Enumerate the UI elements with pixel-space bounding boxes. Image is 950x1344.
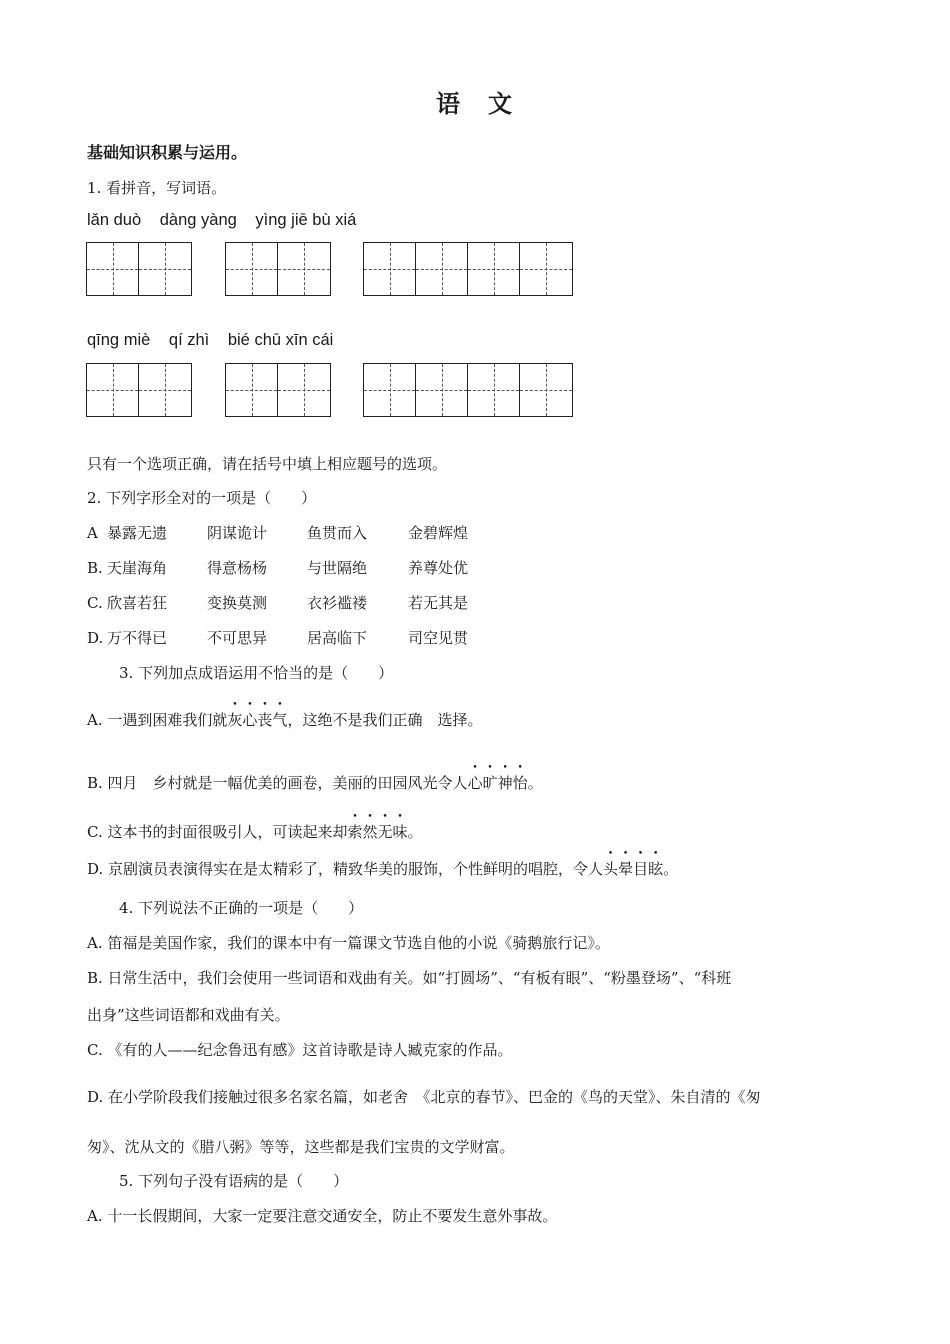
writing-grid[interactable]	[225, 363, 331, 417]
grid-cell[interactable]	[468, 364, 520, 416]
emphasis-char: 心	[242, 711, 258, 729]
writing-grid[interactable]	[225, 242, 331, 296]
q3-prompt: 3. 下列加点成语运用不恰当的是（ ）	[119, 664, 394, 682]
q3-option-c: C. 这本书的封面很吸引人，可读起来却索然无味。	[87, 823, 423, 841]
grid-cell[interactable]	[278, 243, 330, 295]
grid-cell[interactable]	[278, 364, 330, 416]
grid-cell[interactable]	[139, 364, 191, 416]
grid-cell[interactable]	[364, 364, 416, 416]
q4-option-d-line2: 匆》、沈从文的《腊八粥》等等，这些都是我们宝贵的文学财富。	[87, 1138, 515, 1156]
emphasis-char: 眩	[648, 860, 664, 878]
grid-cell[interactable]	[226, 243, 278, 295]
grid-cell[interactable]	[468, 243, 520, 295]
q2-option-c: C. 欣喜若狂 变换莫测 衣衫褴褛 若无其是	[87, 594, 469, 612]
dotted-idiom	[603, 860, 663, 878]
emphasis-char: 目	[633, 860, 649, 878]
pinyin-row-2	[87, 331, 347, 350]
q1-prompt: 1. 看拼音，写词语。	[87, 179, 227, 197]
writing-grid[interactable]	[363, 242, 573, 296]
emphasis-char: 灰	[227, 711, 243, 729]
section-heading: 基础知识积累与运用。	[87, 143, 248, 162]
pinyin-row-1	[87, 211, 370, 230]
emphasis-char: 味	[392, 823, 408, 841]
page-title: 语 文	[436, 89, 514, 118]
q2-option-b: B. 天崖海角 得意杨杨 与世隔绝 养尊处优	[87, 559, 469, 577]
emphasis-char: 气	[272, 711, 288, 729]
q3-option-d: D. 京剧演员表演得实在是太精彩了，精致华美的服饰，个性鲜明的唱腔，令人头晕目眩。	[87, 860, 679, 878]
q4-option-b-line2: 出身”这些词语都和戏曲有关。	[87, 1006, 290, 1024]
q4-option-b-line1: B. 日常生活中，我们会使用一些词语和戏曲有关。如“打圆场”、“有板有眼”、“粉墨登场”、“科班	[87, 969, 732, 987]
q5-prompt: 5. 下列句子没有语病的是（ ）	[119, 1172, 349, 1190]
q2-prompt: 2. 下列字形全对的一项是（ ）	[87, 489, 317, 507]
dotted-idiom	[347, 823, 407, 841]
q3-option-a: A. 一遇到困难我们就灰心丧气，这绝不是我们正确 选择。	[87, 711, 483, 729]
dotted-idiom	[227, 711, 287, 729]
q4-prompt: 4. 下列说法不正确的一项是（ ）	[119, 899, 364, 917]
emphasis-char: 然	[362, 823, 378, 841]
emphasis-char: 丧	[257, 711, 273, 729]
q4-option-a: A. 笛福是美国作家，我们的课本中有一篇课文节选自他的小说《骑鹅旅行记》。	[87, 934, 610, 952]
q3-option-b: B. 四月 乡村就是一幅优美的画卷，美丽的田园风光令人心旷神怡。	[87, 774, 543, 792]
emphasis-char: 索	[347, 823, 363, 841]
pinyin-item: dàng yàng	[159, 211, 237, 229]
grid-cell[interactable]	[416, 364, 468, 416]
grid-cell[interactable]	[520, 243, 572, 295]
grid-cell[interactable]	[416, 243, 468, 295]
grid-cell[interactable]	[364, 243, 416, 295]
q4-option-c: C. 《有的人——纪念鲁迅有感》这首诗歌是诗人臧克家的作品。	[87, 1041, 513, 1059]
pinyin-item: bié chū xīn cái	[227, 331, 334, 349]
emphasis-char: 怡	[512, 774, 528, 792]
writing-grid[interactable]	[86, 363, 192, 417]
grid-cell[interactable]	[87, 364, 139, 416]
dotted-idiom	[468, 774, 528, 792]
pinyin-item: qí zhì	[168, 331, 210, 349]
q2-option-d: D. 万不得已 不可思异 居高临下 司空见贯	[87, 629, 469, 647]
q5-option-a: A. 十一长假期间，大家一定要注意交通安全，防止不要发生意外事故。	[87, 1207, 558, 1225]
grid-cell[interactable]	[226, 364, 278, 416]
grid-cell[interactable]	[139, 243, 191, 295]
writing-grid[interactable]	[86, 242, 192, 296]
pinyin-item: yìng jiē bù xiá	[255, 211, 357, 229]
emphasis-char: 晕	[618, 860, 634, 878]
emphasis-char: 心	[467, 774, 483, 792]
pinyin-item: qīng miè	[87, 331, 151, 349]
emphasis-char: 无	[377, 823, 393, 841]
emphasis-char: 神	[497, 774, 513, 792]
q4-option-d-line1: D. 在小学阶段我们接触过很多名家名篇，如老舍 《北京的春节》、巴金的《鸟的天堂》、朱自清的《匆	[87, 1088, 761, 1106]
grid-cell[interactable]	[520, 364, 572, 416]
writing-grid[interactable]	[363, 363, 573, 417]
pinyin-item: lǎn duò	[87, 211, 142, 229]
grid-cell[interactable]	[87, 243, 139, 295]
q2-option-a: A 暴露无遗 阴谋诡计 鱼贯而入 金碧辉煌	[87, 524, 469, 542]
emphasis-char: 旷	[482, 774, 498, 792]
emphasis-char: 头	[603, 860, 619, 878]
instruction: 只有一个选项正确，请在括号中填上相应题号的选项。	[87, 455, 448, 473]
